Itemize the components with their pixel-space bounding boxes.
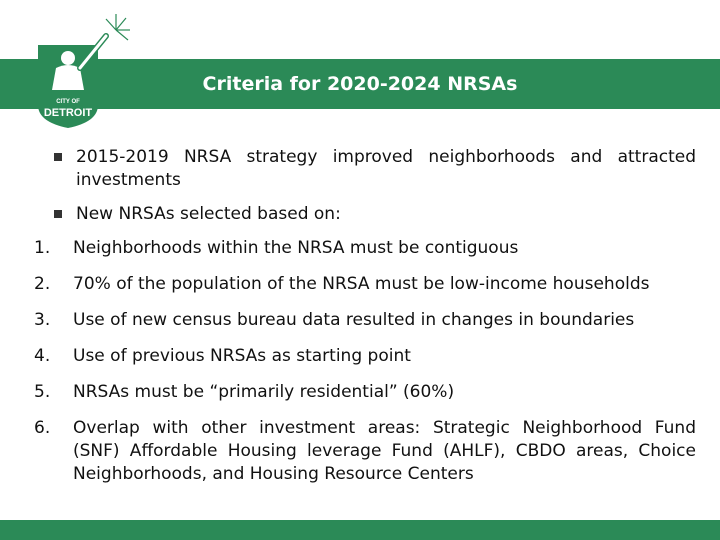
bullet-item xyxy=(56,203,696,226)
numbered-item xyxy=(34,273,696,296)
item-text: Use of new census bureau data resulted in changes in boundaries xyxy=(73,310,635,330)
item-number: 3. xyxy=(34,310,51,330)
item-number: 4. xyxy=(34,346,51,366)
numbered-item xyxy=(34,237,696,260)
bullet-square-icon xyxy=(54,153,62,161)
svg-text:CITY OF: CITY OF xyxy=(56,99,80,105)
city-of-detroit-logo xyxy=(28,10,138,130)
numbered-item xyxy=(34,417,696,486)
item-text: 70% of the population of the NRSA must be low-income households xyxy=(73,274,650,294)
numbered-item xyxy=(34,345,696,368)
item-number: 2. xyxy=(34,274,51,294)
spirit-of-detroit-icon xyxy=(28,10,138,130)
item-number: 6. xyxy=(34,418,51,438)
slide-title: Criteria for 2020-2024 NRSAs xyxy=(202,73,518,95)
item-text: Overlap with other investment areas: Strategic Neighborhood Fund (SNF) Affordable Housing leverage Fund (AHLF), CBDO areas, Choice Neighborhoods, and Housing Resource Centers xyxy=(73,418,696,484)
numbered-item xyxy=(34,381,696,404)
slide-body xyxy=(34,146,696,486)
svg-text:DETROIT: DETROIT xyxy=(43,107,93,119)
bullet-square-icon xyxy=(54,210,62,218)
item-number: 1. xyxy=(34,238,51,258)
footer-bar xyxy=(0,520,720,540)
numbered-item xyxy=(34,309,696,332)
bullet-text: 2015-2019 NRSA strategy improved neighborhoods and attracted investments xyxy=(76,147,696,190)
item-number: 5. xyxy=(34,382,51,402)
bullet-text: New NRSAs selected based on: xyxy=(76,204,341,224)
item-text: NRSAs must be “primarily residential” (60%) xyxy=(73,382,455,402)
bullet-item xyxy=(56,146,696,192)
item-text: Use of previous NRSAs as starting point xyxy=(73,346,411,366)
item-text: Neighborhoods within the NRSA must be contiguous xyxy=(73,238,519,258)
